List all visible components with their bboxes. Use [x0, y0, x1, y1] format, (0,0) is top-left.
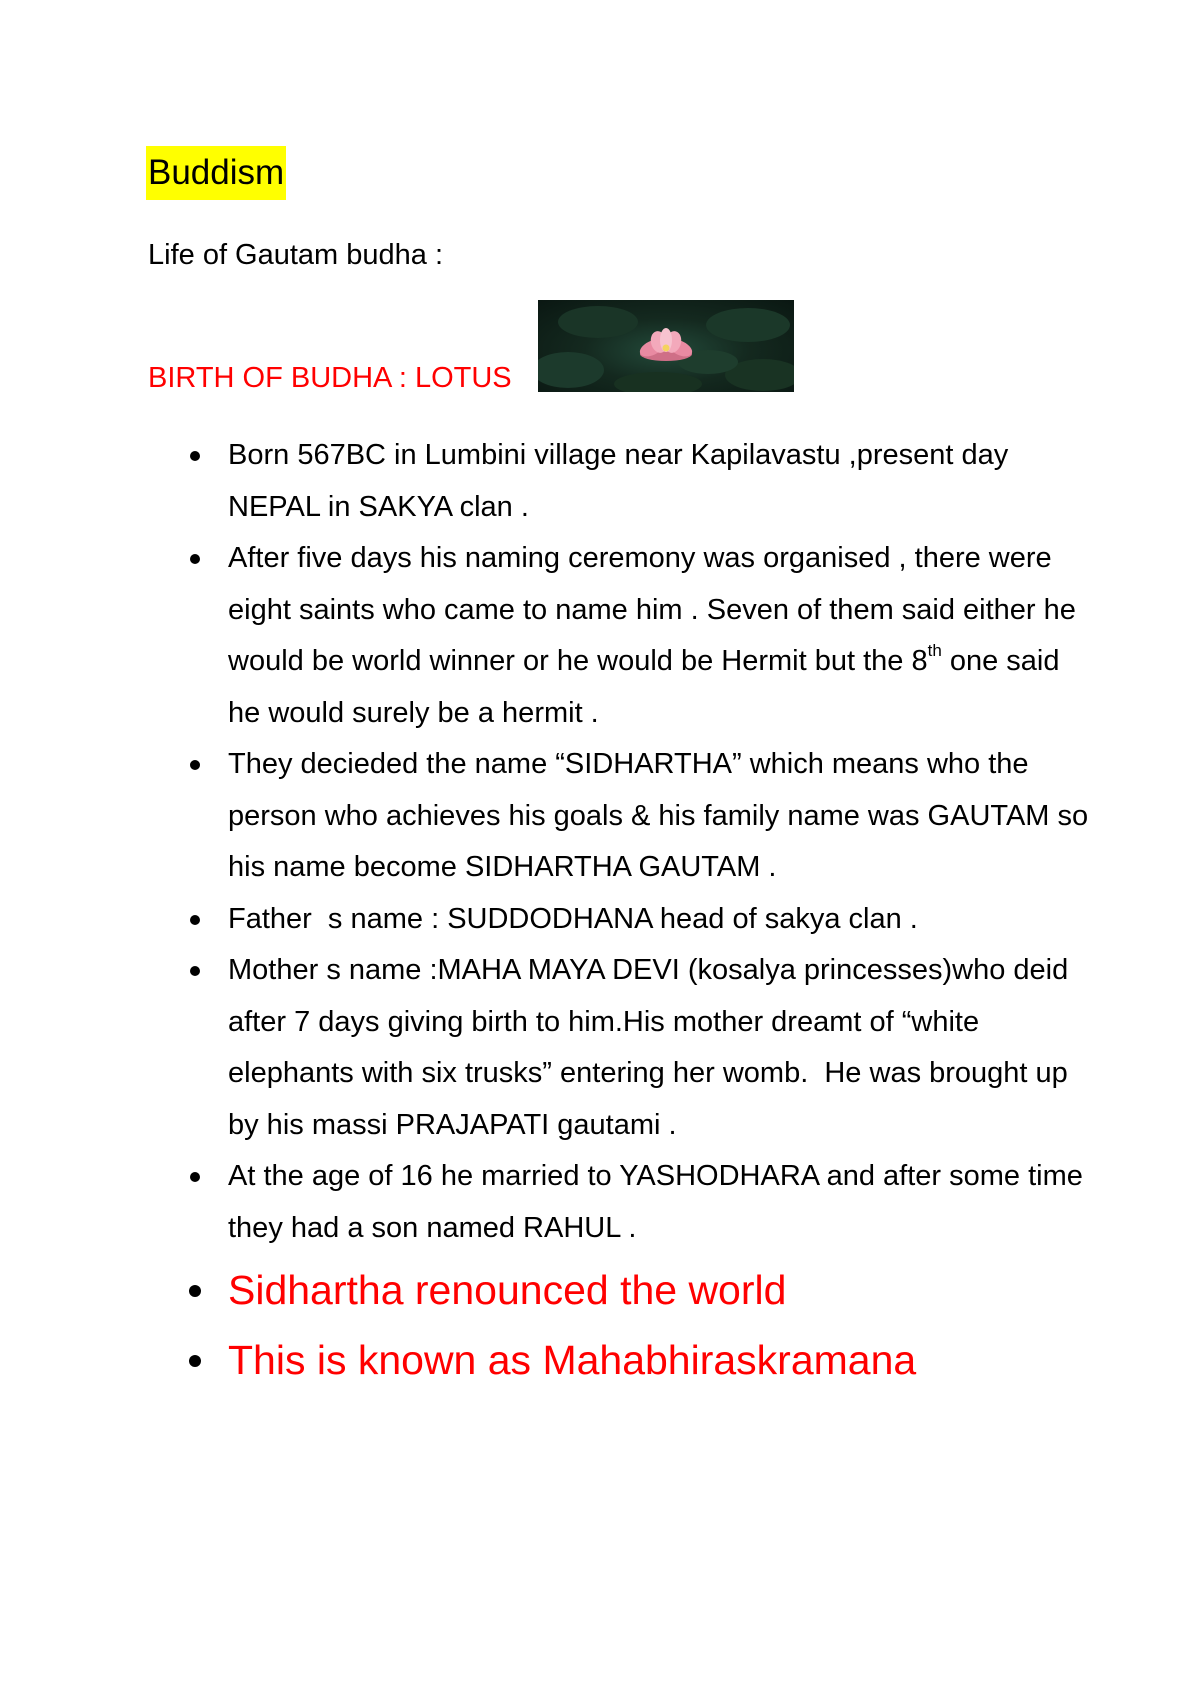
subtitle: Life of Gautam budha : — [148, 239, 444, 271]
highlight-list-item — [190, 1326, 1090, 1394]
list-item — [190, 739, 1090, 894]
list-item — [190, 533, 1090, 739]
lotus-flower-image — [538, 300, 794, 392]
list-item — [190, 430, 1090, 533]
highlight-text: This is known as Mahabhiraskramana — [228, 1337, 917, 1383]
page-title: Buddism — [146, 146, 286, 200]
bullet-icon — [190, 760, 200, 770]
bullet-list — [190, 430, 1090, 1394]
bullet-icon — [190, 915, 200, 925]
list-item — [190, 945, 1090, 1151]
birth-heading: BIRTH OF BUDHA : LOTUS — [148, 362, 512, 394]
bullet-icon — [190, 966, 200, 976]
bullet-icon — [189, 1285, 201, 1297]
bullet-text: Father s name : SUDDODHANA head of sakya clan . — [228, 902, 918, 935]
bullet-text: Mother s name :MAHA MAYA DEVI (kosalya princesses)who deid after 7 days giving birth to him.His mother dreamt of “white elephants with six trusks” entering her womb. He was brought up by his massi PRAJAPATI gautami . — [228, 954, 1077, 1141]
bullet-icon — [189, 1355, 201, 1367]
bullet-icon — [190, 1172, 200, 1182]
highlight-text: Sidhartha renounced the world — [228, 1267, 787, 1313]
bullet-text: At the age of 16 he married to YASHODHARA and after some time they had a son named RAHUL . — [228, 1160, 1083, 1244]
bullet-icon — [190, 554, 200, 564]
list-item — [190, 1151, 1090, 1254]
bullet-text: After five days his naming ceremony was organised , there were eight saints who came to name him . Seven of them said either he would be world winner or he would be Hermit but the 8th one said he would surely be a hermit . — [228, 542, 1076, 729]
highlight-list-item — [190, 1256, 1090, 1324]
bullet-text: Born 567BC in Lumbini village near Kapilavastu ,present day NEPAL in SAKYA clan . — [228, 439, 1009, 523]
list-item — [190, 894, 1090, 946]
bullet-icon — [190, 451, 200, 461]
bullet-text: They decieded the name “SIDHARTHA” which means who the person who achieves his goals & his family name was GAUTAM so his name become SIDHARTHA GAUTAM . — [228, 748, 1089, 883]
lotus-icon — [538, 300, 794, 392]
